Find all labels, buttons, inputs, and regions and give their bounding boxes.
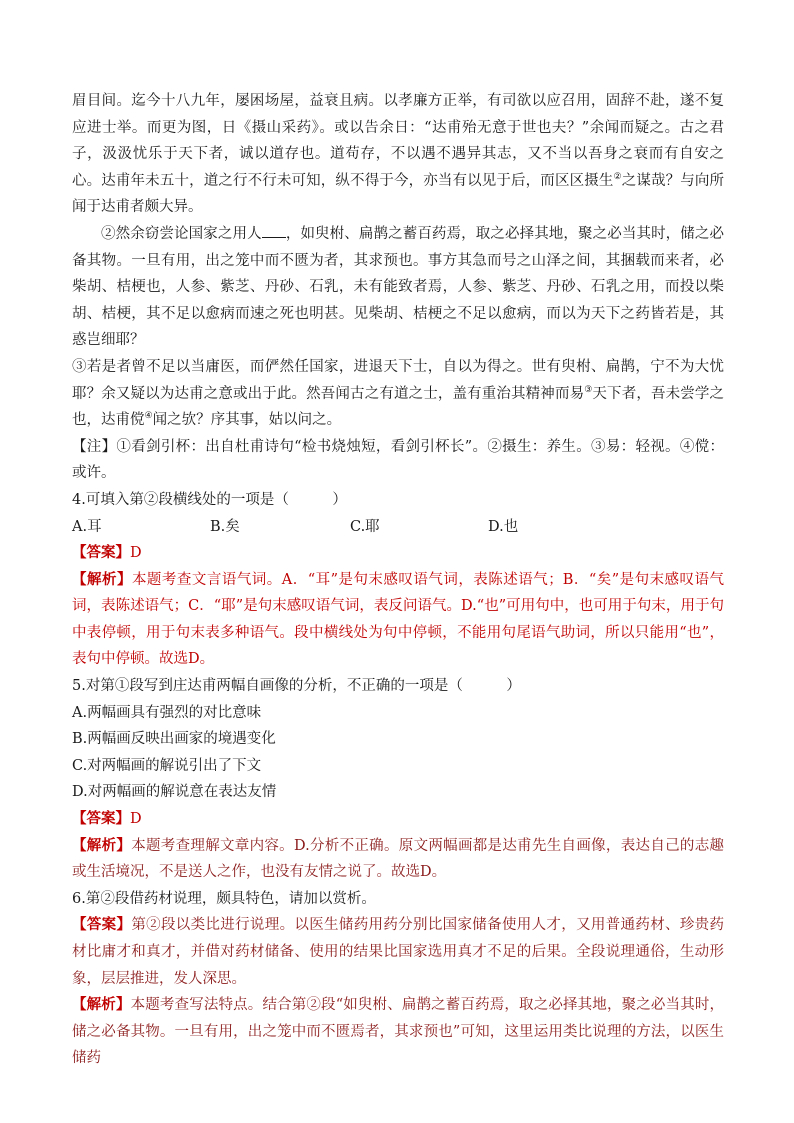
analysis-text: 本题考查文言语气词。A．“耳”是句末感叹语气词，表陈述语气；B．“矣”是句末感叹语气词，表陈述语气；C．“耶”是句末感叹语气词，表反问语气。D.“也”可用句中，也可用于句末，用于句中表停顿，用于句末表多种语气。段中横线处为句中停顿，不能用句尾语气助词，所以只能用“也”，表句中停顿。故选D。 — [72, 571, 725, 668]
passage-line: 之谋哉？与向所闻于达甫者颇大异。 — [72, 172, 724, 216]
analysis-tag: 【解析】 — [72, 836, 132, 854]
option-b: B.两幅画反映出画家的境遇变化 — [72, 731, 276, 748]
answer-value: D — [130, 545, 142, 562]
passage-note: 【注】①看剑引杯：出自杜甫诗句“检书烧烛短，看剑引杯长”。②摄生：养生。③易：轻视。④傥：或许。 — [72, 438, 724, 482]
passage-line: 眉目间。迄今十八九年，屡困场屋，益衰且病。以孝廉方正举，有司欲以应召用，固辞不赴，遂不复应进 — [72, 93, 724, 136]
passage-text: ③若是者曾不足以当庸医，而俨然任国家，进退天下士，自以为得之。世有臾柎、扁鹊，宁不为大忧耶？余又疑以为达甫之意或出于此。然吾闻古之有道之士，盖有重治其精神而易 — [72, 358, 724, 402]
answer-tag: 【答案】 — [72, 544, 130, 562]
passage-paragraph-3 — [72, 354, 724, 434]
footnote-marker: ③ — [584, 384, 593, 395]
option-d: D.也 — [488, 518, 519, 535]
document-page — [72, 88, 724, 1072]
question-6-analysis — [72, 992, 724, 1072]
fill-in-blank — [262, 223, 286, 238]
option-d: D.对两幅画的解说意在表达友情 — [72, 784, 277, 801]
analysis-text: 本题考查写法特点。结合第②段“如臾柎、扁鹊之蓄百药焉，取之必择其地，聚之必当其时，储之必备其物。一旦有用，出之笼中而不匮焉者，其求预也”可知，这里运用类比说理的方法，以医生储药 — [72, 997, 724, 1067]
passage-paragraph-1 — [72, 88, 724, 221]
answer-text: 第②段以类比进行说理。以医生储药用药分别比国家储备使用人才，又用普通药材、珍贵药材比庸才和真才，并借对药材储备、使用的结果比国家选用真才不足的后果。全段说理通俗，生动形象，层层推进，发人深思。 — [72, 917, 725, 987]
question-5-answer — [72, 806, 724, 833]
option-c: C.对两幅画的解说引出了下文 — [72, 757, 262, 774]
option-a: A.耳 — [72, 518, 102, 535]
passage-text: ，如臾柎、扁鹊之蓄百药焉，取之必择其地，聚之必当其时，储之必备其物。一旦有用，出之笼中而不匮为者，其求预也。事方其急而号之山泽之间，其捆载而来者，必柴胡、桔梗也，人参、紫芝、丹砂、石乳，未有能致者焉，人参、紫芝、丹砂、石乳之用，而投以柴胡、桔梗，其不足以愈病而速之死也明甚。见柴胡、桔梗之不足以愈病，而以为天下之药皆若是，其惑岂细耶？ — [72, 225, 725, 349]
answer-tag: 【答案】 — [72, 810, 130, 828]
passage-text: ②然余窃尝论国家之用人 — [101, 225, 262, 242]
passage-line: 汲忧乐于天下者，诚以道存也。道苟存，不以遇不遇异其志，又不当以吾身之衰而有自安之心。达甫年未 — [72, 146, 725, 189]
question-4-stem: 4.可填入第②段横线处的一项是（ ） — [72, 491, 347, 508]
option-a: A.两幅画具有强烈的对比意味 — [72, 704, 262, 721]
question-6-answer — [72, 912, 724, 992]
question-5-analysis — [72, 833, 724, 886]
option-b: B.矣 — [210, 518, 240, 535]
question-5-stem: 5.对第①段写到庄达甫两幅自画像的分析，不正确的一项是（ ） — [72, 678, 521, 695]
footnote-marker: ② — [613, 171, 622, 182]
option-c: C.耶 — [350, 518, 380, 535]
footnote-marker: ④ — [144, 411, 153, 422]
question-4-answer — [72, 540, 724, 567]
passage-text: 闻之欤？序其事，姑以问之。 — [152, 412, 342, 429]
passage-line: 士举。而更为图，日《摄山采药》。或以告余日：“达甫殆无意于世也夫？”余闻而疑之。古之君子，汲 — [72, 119, 724, 163]
question-6-stem: 6.第②段借药材说理，颇具特色，请加以赏析。 — [72, 890, 376, 907]
question-4-analysis — [72, 567, 724, 673]
analysis-tag: 【解析】 — [72, 996, 131, 1014]
answer-value: D — [130, 811, 142, 828]
passage-line: 五十，道之行不行未可知，纵不得于今，亦当有以见于后，而区区摄生 — [159, 172, 614, 189]
analysis-tag: 【解析】 — [72, 570, 132, 588]
passage-text: 天下者，吾未尝学之也，达甫傥 — [72, 385, 724, 429]
passage-paragraph-2 — [72, 221, 724, 354]
question-4-options — [72, 514, 724, 541]
answer-tag: 【答案】 — [72, 916, 132, 934]
analysis-text: 本题考查理解文章内容。D.分析不正确。原文两幅画都是达甫先生自画像，表达自己的志趣或生活境况，不是送人之作，也没有友情之说了。故选D。 — [72, 837, 725, 881]
